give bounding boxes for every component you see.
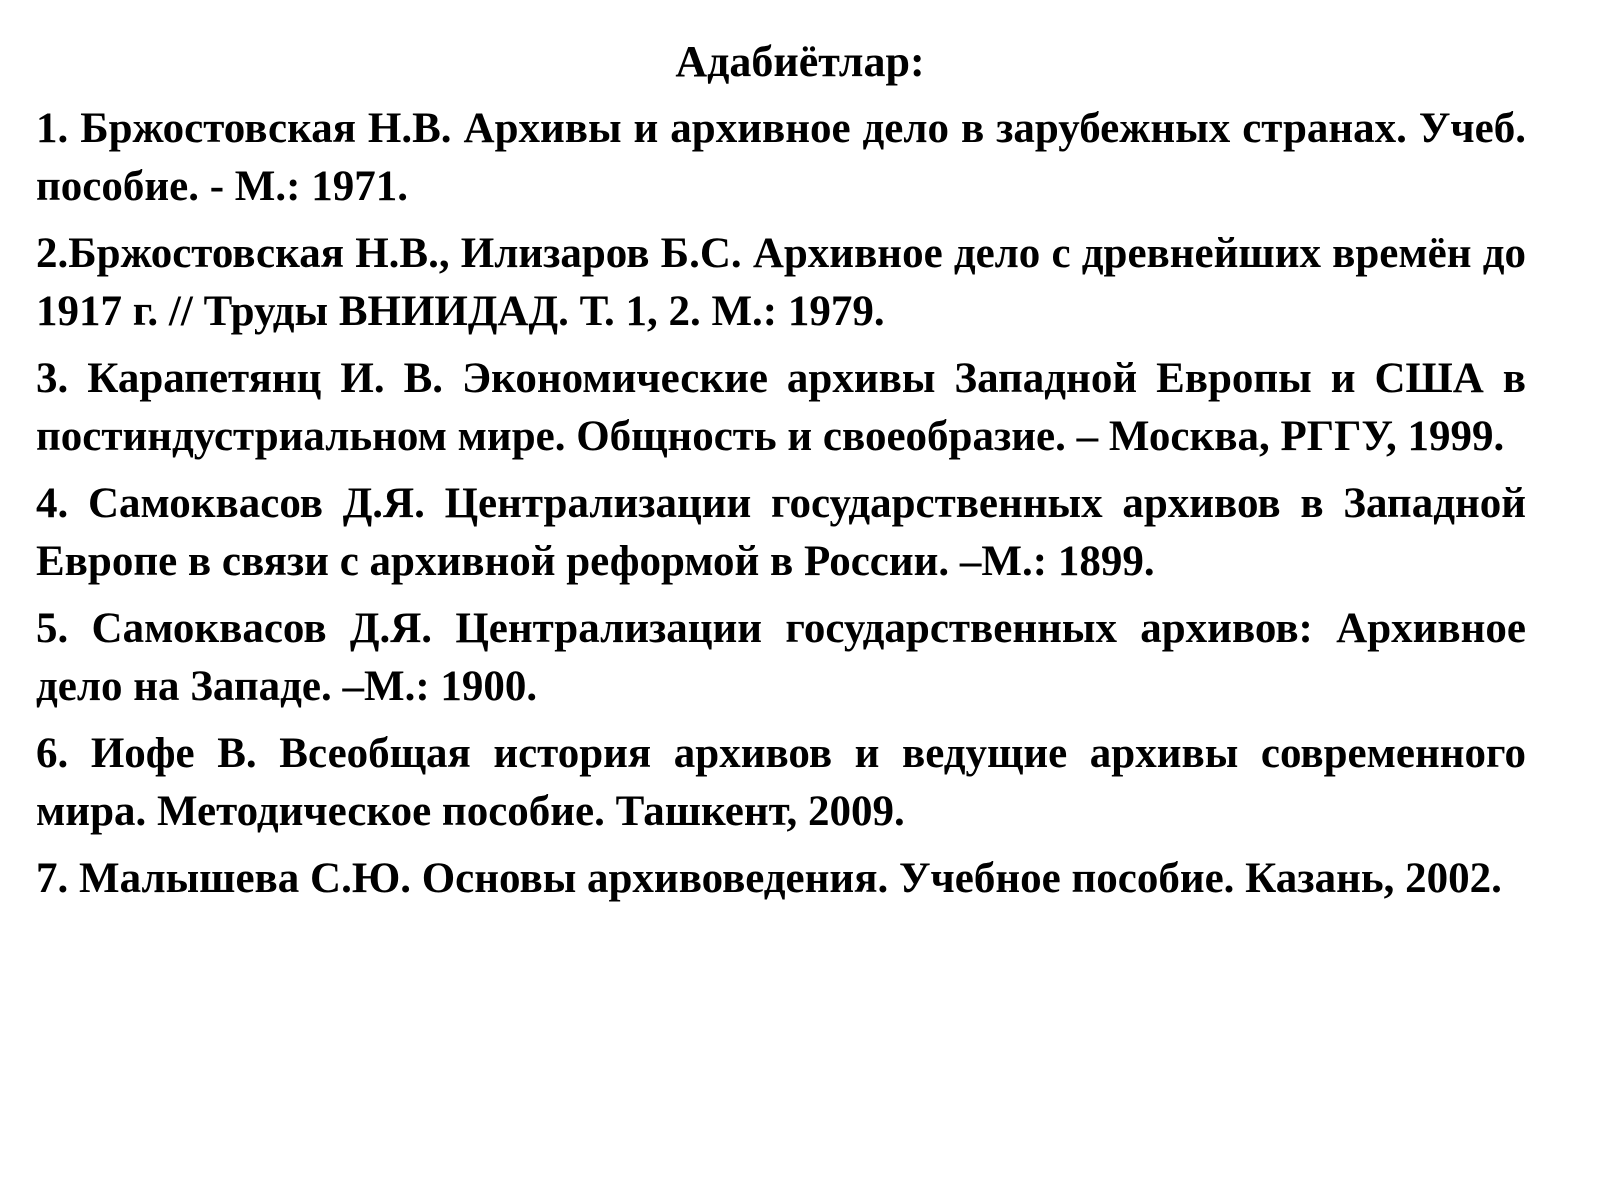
reference-list	[36, 100, 1526, 917]
reference-item-6: 6. Иофе В. Всеобщая история архивов и ведущие архивы современного мира. Методическое пособие. Ташкент, 2009.	[36, 730, 1526, 835]
reference-item-3: 3. Карапетянц И. В. Экономические архивы Западной Европы и США в постиндустриальном мире. Общность и своеобразие. – Москва, РГГУ, 1999.	[36, 355, 1526, 460]
reference-item-7: 7. Малышева С.Ю. Основы архивоведения. Учебное пособие. Казань, 2002.	[36, 855, 1502, 902]
reference-item-4: 4. Самоквасов Д.Я. Централизации государственных архивов в Западной Европе в связи с архивной реформой в России. –М.: 1899.	[36, 480, 1526, 585]
reference-item-2: 2.Бржостовская Н.В., Илизаров Б.С. Архивное дело с древнейших времён до 1917 г. // Труды ВНИИДАД. Т. 1, 2. М.: 1979.	[36, 230, 1526, 335]
page-title: Адабиётлар:	[675, 37, 925, 86]
reference-item-5: 5. Самоквасов Д.Я. Централизации государственных архивов: Архивное дело на Западе. –М.: 1900.	[36, 605, 1526, 710]
reference-item-1: 1. Бржостовская Н.В. Архивы и архивное дело в зарубежных странах. Учеб. пособие. - М.: 1971.	[36, 105, 1526, 210]
